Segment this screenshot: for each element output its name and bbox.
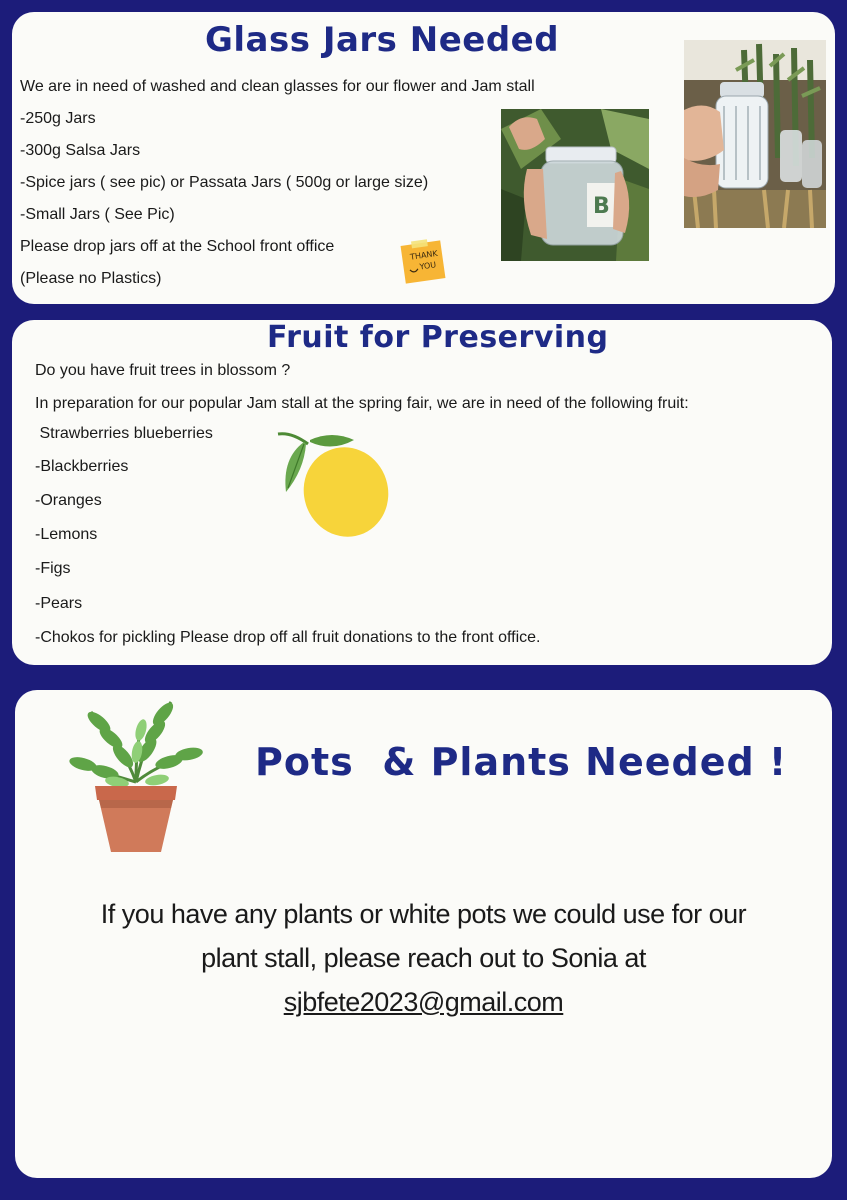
plants-contact-text: plant stall, please reach out to Sonia at xyxy=(201,943,646,973)
jars-item-250g: -250g Jars xyxy=(20,110,96,127)
fruit-item-oranges: -Oranges xyxy=(35,492,102,509)
spice-jars-photo xyxy=(684,40,826,228)
lemon-illustration xyxy=(274,430,394,550)
contact-email-link[interactable]: sjbfete2023@gmail.com xyxy=(283,987,564,1017)
fruit-item-blackberries: -Blackberries xyxy=(35,458,129,475)
note-thank-text: THANK xyxy=(409,248,439,262)
plants-heading: Pots & Plants Needed ! xyxy=(255,740,788,784)
fruit-card xyxy=(12,320,832,665)
fruit-item-pears: -Pears xyxy=(35,595,83,612)
plants-card xyxy=(15,690,832,1178)
plants-request-text: If you have any plants or white pots we could use for our xyxy=(100,899,747,929)
jars-intro-text: We are in need of washed and clean glasses for our flower and Jam stall xyxy=(20,78,535,95)
fruit-question-text: Do you have fruit trees in blossom ? xyxy=(35,362,291,379)
jars-item-salsa: -300g Salsa Jars xyxy=(20,142,141,159)
jars-dropoff-text: Please drop jars off at the School front office xyxy=(20,238,335,255)
jar-photo xyxy=(501,109,649,261)
jars-item-spice: -Spice jars ( see pic) or Passata Jars ( 500g or large size) xyxy=(20,174,429,191)
glass-jars-card xyxy=(12,12,835,304)
jars-no-plastics-text: (Please no Plastics) xyxy=(20,270,162,287)
potted-fern-illustration xyxy=(51,682,221,867)
fruit-item-lemons: -Lemons xyxy=(35,526,98,543)
jar-label-text: B xyxy=(593,194,610,219)
fruit-item-chokos: -Chokos for pickling Please drop off all fruit donations to the front office. xyxy=(35,629,541,646)
fruit-intro-text: In preparation for our popular Jam stall at the spring fair, we are in need of the following fruit: xyxy=(35,395,689,412)
fruit-heading: Fruit for Preserving xyxy=(267,320,609,355)
glass-jars-heading: Glass Jars Needed xyxy=(205,20,560,60)
fruit-item-berries: Strawberries blueberries xyxy=(35,425,213,442)
note-you-text: YOU xyxy=(419,260,437,272)
thank-you-sticky-note xyxy=(398,238,448,291)
fruit-item-figs: -Figs xyxy=(35,560,71,577)
jars-item-small: -Small Jars ( See Pic) xyxy=(20,206,175,223)
